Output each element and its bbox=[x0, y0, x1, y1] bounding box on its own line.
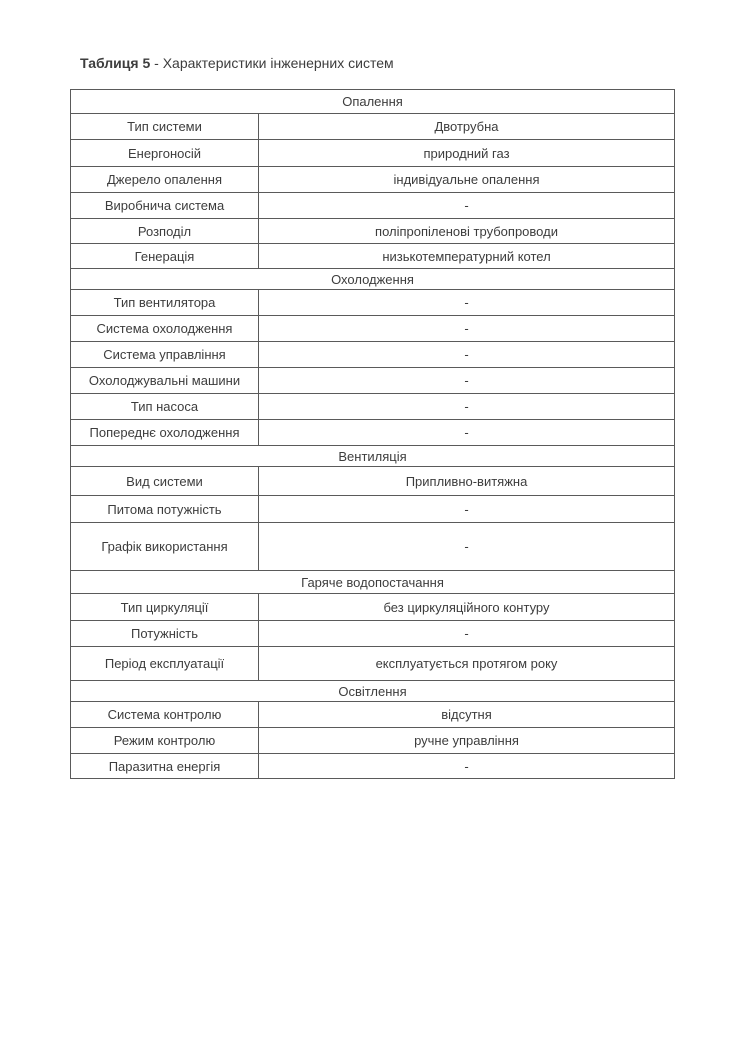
section-header-row bbox=[71, 446, 675, 467]
table-row bbox=[71, 523, 675, 571]
section-header: Опалення bbox=[71, 90, 675, 114]
row-value: природний газ bbox=[259, 140, 675, 167]
row-value: Двотрубна bbox=[259, 114, 675, 140]
section-header-row bbox=[71, 681, 675, 702]
table-row bbox=[71, 290, 675, 316]
row-label: Генерація bbox=[71, 244, 259, 269]
row-label: Період експлуатації bbox=[71, 647, 259, 681]
table-row bbox=[71, 316, 675, 342]
row-label: Режим контролю bbox=[71, 728, 259, 754]
row-value: - bbox=[259, 754, 675, 779]
section-header: Освітлення bbox=[71, 681, 675, 702]
row-label: Графік використання bbox=[71, 523, 259, 571]
table-row bbox=[71, 219, 675, 244]
row-value: - bbox=[259, 394, 675, 420]
row-label: Енергоносій bbox=[71, 140, 259, 167]
row-label: Тип вентилятора bbox=[71, 290, 259, 316]
section-header-row bbox=[71, 269, 675, 290]
table-row bbox=[71, 140, 675, 167]
row-label: Розподіл bbox=[71, 219, 259, 244]
row-value: низькотемпературний котел bbox=[259, 244, 675, 269]
row-value: - bbox=[259, 523, 675, 571]
systems-table bbox=[70, 89, 675, 779]
table-row bbox=[71, 167, 675, 193]
row-label: Тип системи bbox=[71, 114, 259, 140]
row-label: Тип насоса bbox=[71, 394, 259, 420]
table-row bbox=[71, 496, 675, 523]
row-label: Джерело опалення bbox=[71, 167, 259, 193]
row-value: - bbox=[259, 290, 675, 316]
row-value: - bbox=[259, 420, 675, 446]
row-value: - bbox=[259, 342, 675, 368]
row-label: Потужність bbox=[71, 621, 259, 647]
section-header: Вентиляція bbox=[71, 446, 675, 467]
row-label: Виробнича система bbox=[71, 193, 259, 219]
section-header-row bbox=[71, 90, 675, 114]
section-header-row bbox=[71, 571, 675, 594]
row-value: поліпропіленові трубопроводи bbox=[259, 219, 675, 244]
table-row bbox=[71, 394, 675, 420]
row-value: індивідуальне опалення bbox=[259, 167, 675, 193]
table-row bbox=[71, 594, 675, 621]
table-row bbox=[71, 702, 675, 728]
row-value: - bbox=[259, 621, 675, 647]
row-value: - bbox=[259, 368, 675, 394]
row-value: Припливно-витяжна bbox=[259, 467, 675, 496]
table-row bbox=[71, 647, 675, 681]
row-label: Паразитна енергія bbox=[71, 754, 259, 779]
section-header: Охолодження bbox=[71, 269, 675, 290]
row-label: Попереднє охолодження bbox=[71, 420, 259, 446]
row-label: Система управління bbox=[71, 342, 259, 368]
row-value: - bbox=[259, 496, 675, 523]
table-caption-text: - Характеристики інженерних систем bbox=[150, 55, 394, 71]
table-row bbox=[71, 193, 675, 219]
systems-table-body bbox=[71, 90, 675, 779]
row-label: Питома потужність bbox=[71, 496, 259, 523]
row-value: - bbox=[259, 316, 675, 342]
row-value: відсутня bbox=[259, 702, 675, 728]
row-label: Охолоджувальні машини bbox=[71, 368, 259, 394]
table-row bbox=[71, 114, 675, 140]
row-value: експлуатується протягом року bbox=[259, 647, 675, 681]
section-header: Гаряче водопостачання bbox=[71, 571, 675, 594]
table-number-label: Таблиця 5 bbox=[80, 55, 151, 71]
row-value: без циркуляційного контуру bbox=[259, 594, 675, 621]
table-row bbox=[71, 728, 675, 754]
row-label: Система контролю bbox=[71, 702, 259, 728]
row-label: Система охолодження bbox=[71, 316, 259, 342]
table-row bbox=[71, 368, 675, 394]
page-title bbox=[80, 55, 394, 71]
table-row bbox=[71, 754, 675, 779]
table-row bbox=[71, 420, 675, 446]
table-row bbox=[71, 342, 675, 368]
row-label: Тип циркуляції bbox=[71, 594, 259, 621]
table-row bbox=[71, 621, 675, 647]
row-value: - bbox=[259, 193, 675, 219]
row-label: Вид системи bbox=[71, 467, 259, 496]
table-row bbox=[71, 467, 675, 496]
row-value: ручне управління bbox=[259, 728, 675, 754]
table-row bbox=[71, 244, 675, 269]
